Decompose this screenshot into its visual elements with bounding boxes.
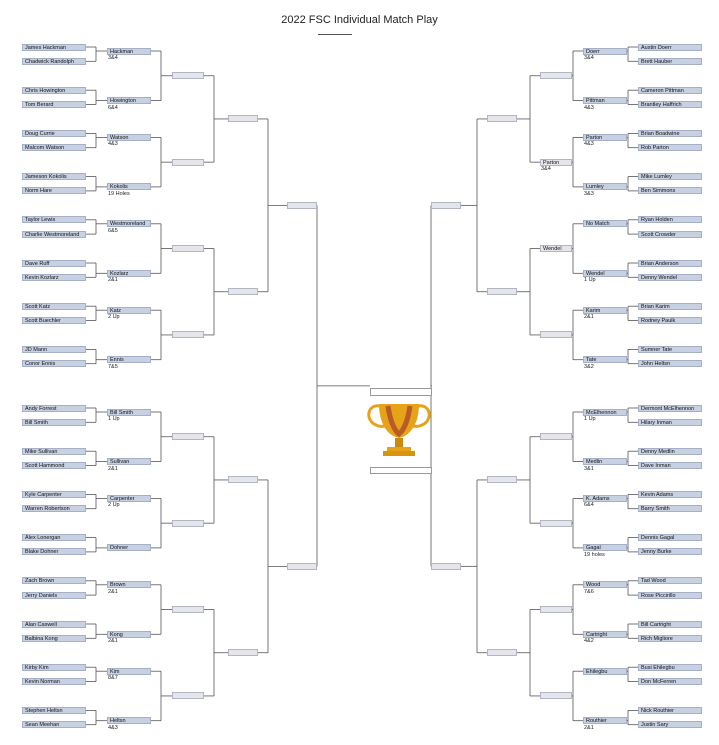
- left-r2-score: 7&5: [108, 363, 118, 370]
- right-r2-score: 2&1: [584, 724, 594, 731]
- left-round3-slot: [172, 692, 204, 699]
- left-r1-player: Malcom Watson: [22, 144, 86, 151]
- left-round3-slot: [172, 433, 204, 440]
- right-r2-score: 3&1: [584, 465, 594, 472]
- left-r1-player: Kevin Kozlarz: [22, 274, 86, 281]
- left-r1-player: Andy Forrest: [22, 405, 86, 412]
- right-r2-score: 3&2: [584, 363, 594, 370]
- left-r1-player: Charlie Westmoreland: [22, 231, 86, 238]
- right-r1-player: Nick Routhier: [638, 707, 702, 714]
- right-r1-player: Ryan Holden: [638, 216, 702, 223]
- right-r1-player: Brian Karim: [638, 303, 702, 310]
- right-r1-player: Brian Boadwine: [638, 130, 702, 137]
- right-r2-score: 6&4: [584, 502, 594, 509]
- left-r1-player: Stephen Heltsn: [22, 707, 86, 714]
- left-r2-winner: Heltsn: [107, 717, 151, 724]
- right-r1-player: Cameron Pittman: [638, 87, 702, 94]
- right-round5-slot: [431, 563, 461, 570]
- right-r2-winner: Lumley: [583, 183, 627, 190]
- right-round3-score: 3&4: [541, 166, 551, 173]
- right-r1-player: Brian Anderson: [638, 260, 702, 267]
- right-r1-player: Rose Piccirillo: [638, 592, 702, 599]
- left-r1-player: Alan Caswell: [22, 621, 86, 628]
- left-r1-player: Sean Meehan: [22, 721, 86, 728]
- left-r2-winner: Kim: [107, 668, 151, 675]
- right-r2-winner: McElhennon: [583, 409, 627, 416]
- right-r2-winner: No Match: [583, 220, 627, 227]
- left-r1-player: Zach Brown: [22, 577, 86, 584]
- left-r2-score: 2 Up: [108, 502, 120, 509]
- left-r1-player: Alex Lonergan: [22, 534, 86, 541]
- left-r1-player: Scott Buechler: [22, 317, 86, 324]
- right-r1-player: Denny Medlin: [638, 448, 702, 455]
- left-r2-score: 2&1: [108, 588, 118, 595]
- right-r2-score: 3&3: [584, 190, 594, 197]
- left-r2-winner: Kong: [107, 631, 151, 638]
- left-r2-winner: Westmoreland: [107, 220, 151, 227]
- right-r1-player: Barry Smith: [638, 505, 702, 512]
- right-r2-score: 4&3: [584, 141, 594, 148]
- right-r1-player: Austin Doerr: [638, 44, 702, 51]
- right-r2-winner: Ehilegbu: [583, 668, 627, 675]
- right-r1-player: Justin Sary: [638, 721, 702, 728]
- left-round3-slot: [172, 606, 204, 613]
- left-r2-score: 19 Holes: [108, 190, 130, 197]
- left-r2-winner: Carpenter: [107, 495, 151, 502]
- left-r1-player: Kyle Carpenter: [22, 491, 86, 498]
- left-r2-winner: Watson: [107, 134, 151, 141]
- left-r2-winner: Howington: [107, 97, 151, 104]
- right-round4-slot: [487, 288, 517, 295]
- left-r1-player: Jameson Kokolis: [22, 173, 86, 180]
- left-r1-player: Kevin Norman: [22, 678, 86, 685]
- right-r2-score: 1 Up: [584, 416, 596, 422]
- right-r2-winner: Gagal: [583, 544, 627, 551]
- right-r1-player: Rodney Paulk: [638, 317, 702, 324]
- left-r1-player: Jerry Daniels: [22, 592, 86, 599]
- left-r1-player: Mike Sullivan: [22, 448, 86, 455]
- left-r2-score: 1 Up: [108, 416, 120, 422]
- left-r2-winner: Kozlarz: [107, 270, 151, 277]
- left-r2-winner: Katz: [107, 307, 151, 314]
- left-r1-player: Taylor Lewis: [22, 216, 86, 223]
- right-round3-slot: [540, 520, 572, 527]
- right-r1-player: John Heltsn: [638, 360, 702, 367]
- left-r1-player: Doug Currie: [22, 130, 86, 137]
- left-r1-player: Chadwick Randolph: [22, 58, 86, 65]
- left-r2-winner: Kokolis: [107, 183, 151, 190]
- left-r2-score: 6&4: [108, 104, 118, 111]
- right-r2-score: 3&4: [584, 55, 594, 61]
- left-r2-winner: Brown: [107, 581, 151, 588]
- left-round4-slot: [228, 288, 258, 295]
- left-r2-winner: Hackman: [107, 48, 151, 55]
- right-r2-score: 4&2: [584, 638, 594, 645]
- right-round3-slot: [540, 331, 572, 338]
- right-round3-slot: [540, 692, 572, 699]
- left-r1-player: Dave Ruff: [22, 260, 86, 267]
- right-r2-score: 19 holes: [584, 551, 605, 558]
- left-round5-slot: [287, 202, 317, 209]
- left-r2-winner: Dohner: [107, 544, 151, 551]
- right-r1-player: Rob Parton: [638, 144, 702, 151]
- right-round3-slot: [540, 433, 572, 440]
- right-round3-slot: [540, 606, 572, 613]
- left-r1-player: Norm Hare: [22, 187, 86, 194]
- right-r1-player: Brett Hauber: [638, 58, 702, 65]
- right-r1-player: Brantley Haffrich: [638, 101, 702, 108]
- left-r1-player: JD Mann: [22, 346, 86, 353]
- right-r2-winner: Tate: [583, 356, 627, 363]
- left-round3-slot: [172, 331, 204, 338]
- right-r1-player: Dave Inman: [638, 462, 702, 469]
- left-round3-slot: [172, 159, 204, 166]
- left-r2-score: 2&1: [108, 638, 118, 645]
- left-r2-winner: Ennis: [107, 356, 151, 363]
- right-r2-winner: K. Adams: [583, 495, 627, 502]
- right-r1-player: Rich Migliore: [638, 635, 702, 642]
- right-r1-player: Dennis Gagal: [638, 534, 702, 541]
- right-r2-winner: Wendel: [583, 270, 627, 277]
- left-r1-player: Conor Ennis: [22, 360, 86, 367]
- right-r1-player: Kevin Adams: [638, 491, 702, 498]
- right-round3-slot: Wendel: [540, 245, 572, 252]
- right-r1-player: Scott Crowder: [638, 231, 702, 238]
- right-r1-player: Bill Cartright: [638, 621, 702, 628]
- left-r2-score: 3&4: [108, 55, 118, 61]
- right-round3-slot: Parton: [540, 159, 572, 166]
- right-r2-winner: Routhier: [583, 717, 627, 724]
- right-r2-winner: Wood: [583, 581, 627, 588]
- left-round4-slot: [228, 649, 258, 656]
- right-round4-slot: [487, 115, 517, 122]
- right-r1-player: Mike Lumley: [638, 173, 702, 180]
- right-r1-player: Denny Wendel: [638, 274, 702, 281]
- left-r1-player: Tom Berard: [22, 101, 86, 108]
- right-r2-winner: Medlin: [583, 458, 627, 465]
- left-r1-player: Kirby Kim: [22, 664, 86, 671]
- left-round3-slot: [172, 520, 204, 527]
- left-round5-slot: [287, 563, 317, 570]
- left-round4-slot: [228, 476, 258, 483]
- left-round3-slot: [172, 245, 204, 252]
- right-r2-score: 1 Up: [584, 277, 596, 284]
- left-r1-player: Bill Smith: [22, 419, 86, 426]
- right-r1-player: Jenny Burke: [638, 548, 702, 555]
- left-r2-winner: Sullivan: [107, 458, 151, 465]
- right-round5-slot: [431, 202, 461, 209]
- left-round4-slot: [228, 115, 258, 122]
- right-round4-slot: [487, 476, 517, 483]
- right-r2-winner: Parton: [583, 134, 627, 141]
- runner-up-slot: [370, 467, 432, 474]
- left-r1-player: Scott Hammond: [22, 462, 86, 469]
- right-r2-winner: Doerr: [583, 48, 627, 55]
- left-r2-score: 4&3: [108, 724, 118, 731]
- left-r2-winner: Bill Smith: [107, 409, 151, 416]
- right-r2-score: 7&6: [584, 588, 594, 595]
- left-r1-player: James Hackman: [22, 44, 86, 51]
- right-r2-winner: Karim: [583, 307, 627, 314]
- right-r1-player: Hilary Inman: [638, 419, 702, 426]
- right-r2-winner: Pittman: [583, 97, 627, 104]
- right-r1-player: Sumner Tate: [638, 346, 702, 353]
- left-r1-player: Scott Katz: [22, 303, 86, 310]
- left-r1-player: Warren Robertson: [22, 505, 86, 512]
- right-round4-slot: [487, 649, 517, 656]
- left-r2-score: 8&7: [108, 675, 118, 682]
- right-r1-player: Don McFerren: [638, 678, 702, 685]
- right-r2-winner: Cartright: [583, 631, 627, 638]
- right-r1-player: Ben Simmons: [638, 187, 702, 194]
- left-r1-player: Blake Dohner: [22, 548, 86, 555]
- left-r2-score: 2&1: [108, 277, 118, 284]
- trophy-icon: [366, 400, 432, 462]
- left-round3-slot: [172, 72, 204, 79]
- right-r1-player: Busi Ehilegbu: [638, 664, 702, 671]
- left-r2-score: 4&3: [108, 141, 118, 148]
- right-r2-score: 2&1: [584, 314, 594, 321]
- left-r2-score: 2 Up: [108, 314, 120, 321]
- right-r1-player: Tad Wood: [638, 577, 702, 584]
- left-r2-score: 2&1: [108, 465, 118, 472]
- page-title: 2022 FSC Individual Match Play: [281, 14, 438, 26]
- left-r2-score: 6&5: [108, 227, 118, 234]
- right-r2-score: 4&3: [584, 104, 594, 111]
- right-round3-slot: [540, 72, 572, 79]
- left-r1-player: Chris Howington: [22, 87, 86, 94]
- left-r1-player: Balbina Kong: [22, 635, 86, 642]
- champion-slot: [370, 388, 432, 396]
- right-r1-player: Dermont McElhennon: [638, 405, 702, 412]
